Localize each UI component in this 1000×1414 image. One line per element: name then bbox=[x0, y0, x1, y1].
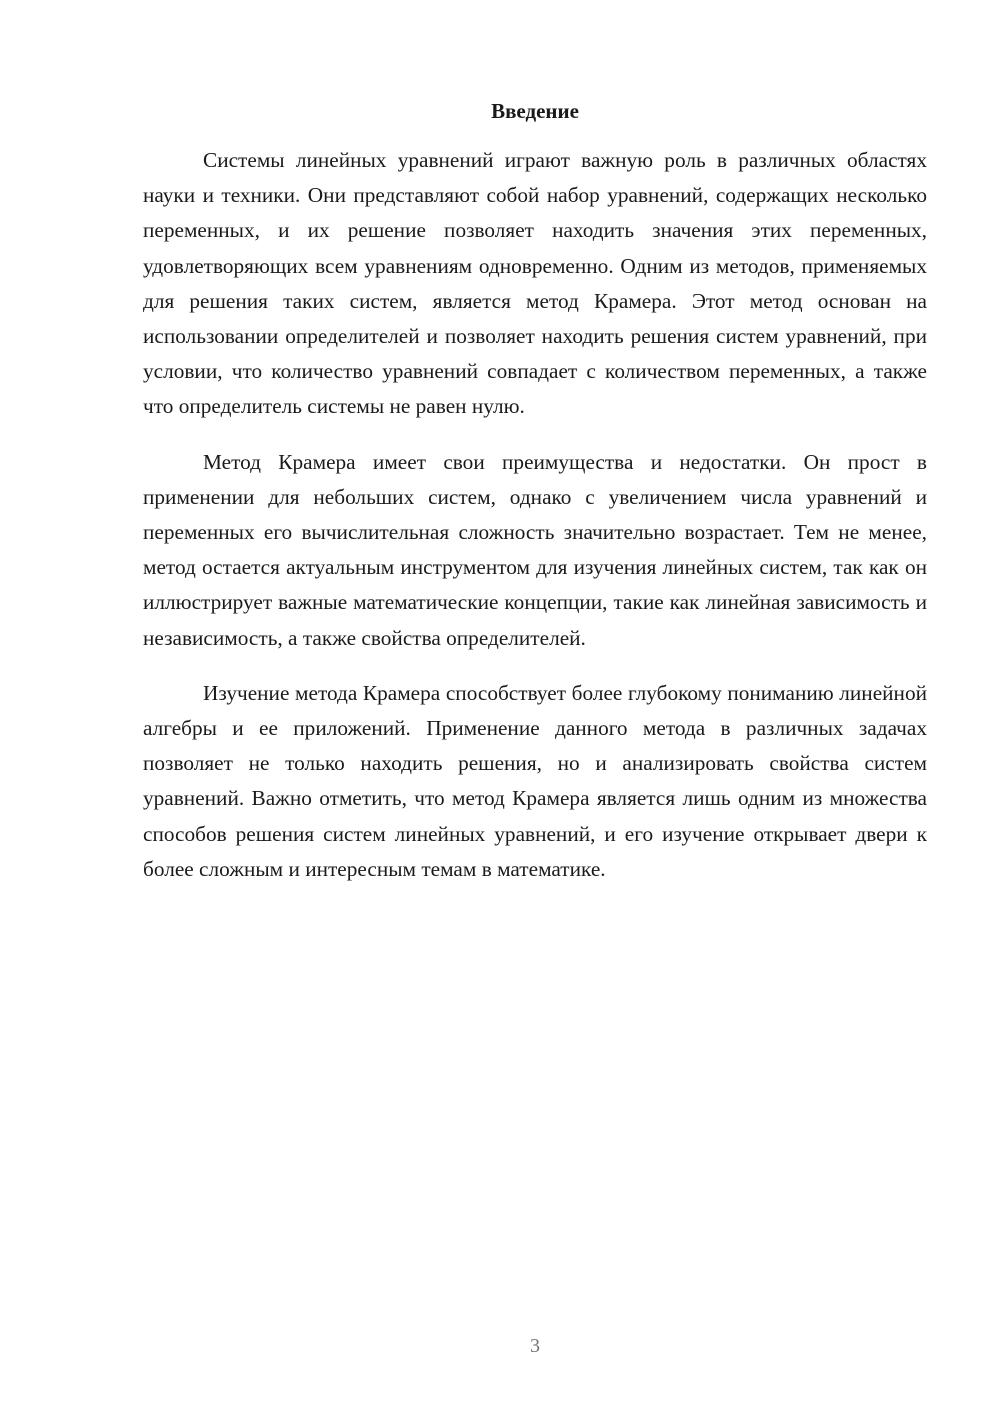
paragraph: Метод Крамера имеет свои преимущества и недостатки. Он прост в применении для небольших систем, однако с увеличением числа уравнений и переменных его вычислительная сложность значительно возрастает. Тем не менее, метод остается актуальным инструментом для изучения линейных систем, так как он иллюстрирует важные математические концепции, такие как линейная зависимость и независимость, а также свойства определителей. bbox=[143, 449, 927, 650]
body-text bbox=[143, 143, 927, 907]
paragraph: Изучение метода Крамера способствует более глубокому пониманию линейной алгебры и ее приложений. Применение данного метода в различных задачах позволяет не только находить решения, но и анализировать свойства систем уравнений. Важно отметить, что метод Крамера является лишь одним из множества способов решения систем линейных уравнений, и его изучение открывает двери к более сложным и интересным темам в математике. bbox=[143, 680, 927, 881]
section-heading: Введение bbox=[491, 99, 579, 123]
page-number: 3 bbox=[530, 1335, 540, 1357]
paragraph: Системы линейных уравнений играют важную роль в различных областях науки и техники. Они представляют собой набор уравнений, содержащих несколько переменных, и их решение позволяет находить значения этих переменных, удовлетворяющих всем уравнениям одновременно. Одним из методов, применяемых для решения таких систем, является метод Крамера. Этот метод основан на использовании определителей и позволяет находить решения систем уравнений, при условии, что количество уравнений совпадает с количеством переменных, а также что определитель системы не равен нулю. bbox=[143, 148, 927, 419]
